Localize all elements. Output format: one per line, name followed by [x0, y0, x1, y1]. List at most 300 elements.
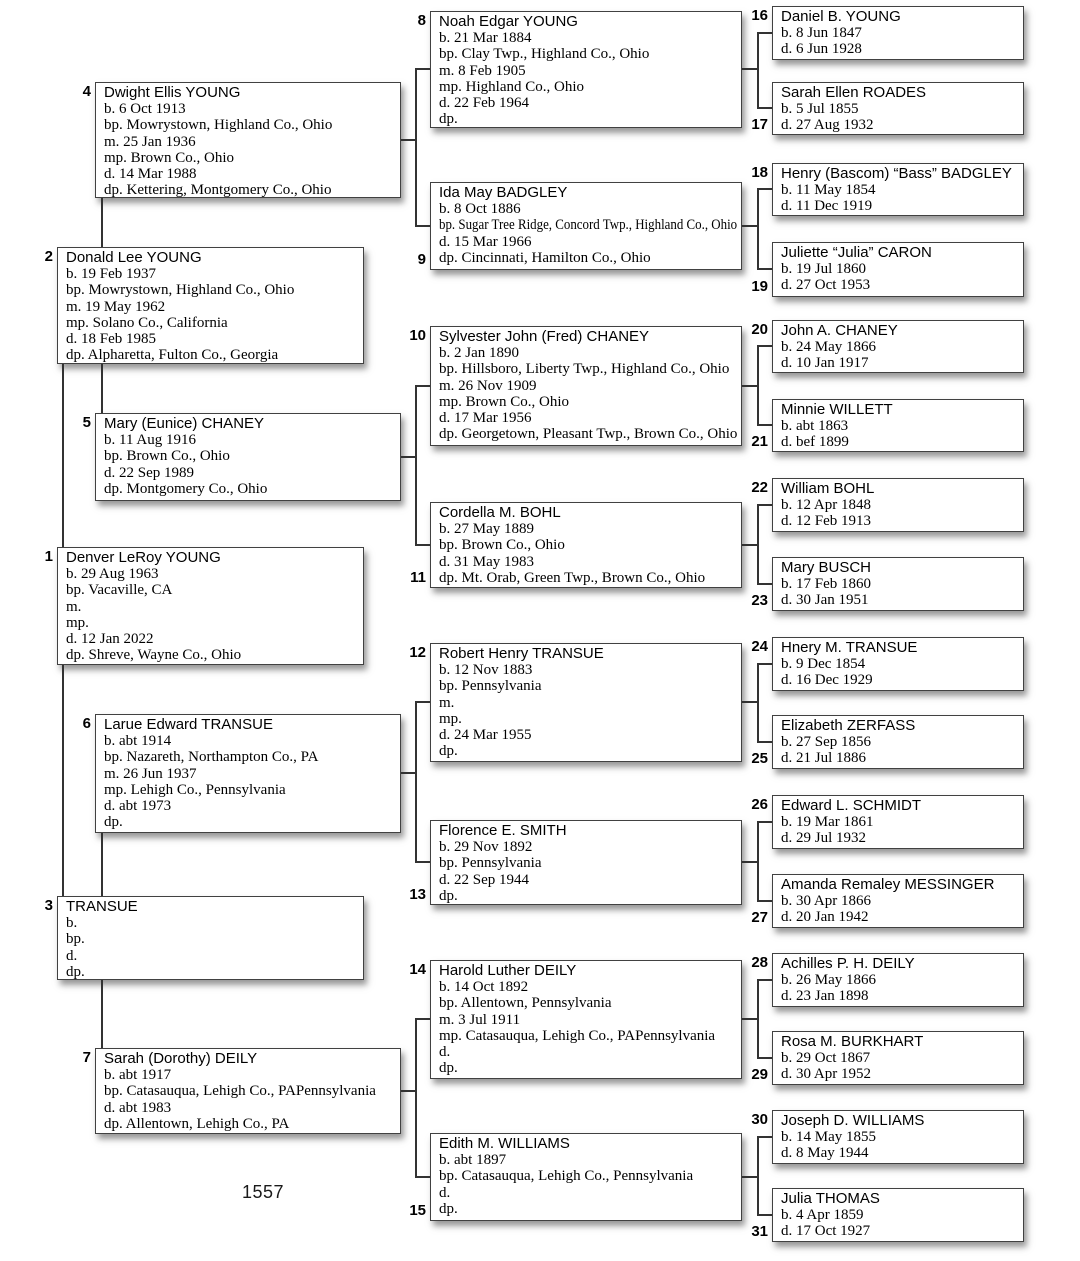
person-detail-text: d. 30 Jan 1951	[781, 592, 869, 609]
person-name	[781, 9, 1019, 25]
person-detail-text: d. 17 Oct 1927	[781, 1223, 871, 1240]
person-detail-line	[66, 331, 359, 347]
person-detail-line	[104, 766, 396, 782]
person-detail-text: d. 17 Mar 1956	[439, 410, 532, 427]
person-detail-text: dp.	[66, 963, 85, 980]
person-name-text: Donald Lee YOUNG	[66, 250, 202, 266]
person-detail-text: b.	[66, 915, 78, 932]
person-detail-text: b. 19 Mar 1861	[781, 814, 874, 831]
person-name	[66, 550, 359, 566]
person-name-text: Harold Luther DEILY	[439, 963, 577, 979]
person-detail-text: d.	[66, 947, 78, 964]
person-number: 6	[82, 715, 91, 732]
person-box[interactable]	[772, 478, 1024, 532]
person-name-text: Noah Edgar YOUNG	[439, 14, 578, 30]
person-name	[781, 323, 1019, 339]
person-box[interactable]	[772, 795, 1024, 849]
person-detail-text: b. 9 Dec 1854	[781, 656, 866, 673]
person-detail-text: dp. Montgomery Co., Ohio	[104, 480, 268, 497]
person-detail-line	[104, 448, 396, 464]
person-detail-text: d. 10 Jan 1917	[781, 355, 869, 372]
person-box[interactable]	[57, 247, 364, 364]
person-detail-line	[439, 872, 737, 888]
person-number: 9	[417, 251, 426, 268]
person-detail-line	[66, 315, 359, 331]
person-detail-line	[781, 277, 1019, 293]
person-name-text: Sylvester John (Fred) CHANEY	[439, 329, 650, 345]
person-name-text: Daniel B. YOUNG	[781, 9, 901, 25]
person-name	[781, 1034, 1019, 1050]
person-detail-line	[439, 63, 737, 79]
person-name-text: Robert Henry TRANSUE	[439, 646, 604, 662]
connector-line	[757, 1136, 759, 1216]
person-detail-line	[781, 339, 1019, 355]
person-detail-line	[439, 554, 737, 570]
person-detail-text: dp. Allentown, Lehigh Co., PA	[104, 1115, 290, 1132]
person-detail-line	[781, 656, 1019, 672]
connector-line	[757, 504, 759, 585]
person-detail-text: dp. Kettering, Montgomery Co., Ohio	[104, 182, 332, 199]
person-number: 16	[751, 7, 768, 24]
person-detail-line	[781, 182, 1019, 198]
person-box[interactable]	[57, 896, 364, 980]
person-number: 10	[409, 327, 426, 344]
person-detail-line	[781, 1050, 1019, 1066]
person-detail-text: bp. Pennsylvania	[439, 678, 542, 695]
person-detail-line	[781, 672, 1019, 688]
person-detail-text: dp. Georgetown, Pleasant Twp., Brown Co., Ohio	[439, 426, 737, 443]
person-detail-line	[104, 782, 396, 798]
person-detail-text: d. 8 May 1944	[781, 1145, 869, 1162]
person-box[interactable]	[772, 874, 1024, 928]
person-box[interactable]	[95, 413, 401, 501]
person-detail-line	[66, 931, 359, 947]
person-detail-line	[104, 134, 396, 150]
person-detail-line	[781, 1145, 1019, 1161]
person-detail-line	[66, 647, 359, 663]
person-box[interactable]	[772, 1188, 1024, 1242]
person-box[interactable]	[772, 637, 1024, 691]
person-detail-line	[439, 1012, 737, 1028]
person-name	[781, 402, 1019, 418]
person-detail-line	[781, 988, 1019, 1004]
connector-line	[757, 188, 772, 190]
person-name	[781, 560, 1019, 576]
person-detail-line	[781, 750, 1019, 766]
person-detail-line	[104, 150, 396, 166]
person-number: 27	[751, 909, 768, 926]
person-detail-text: b. 29 Nov 1892	[439, 839, 533, 856]
person-box[interactable]	[772, 399, 1024, 452]
person-detail-line	[104, 101, 396, 117]
connector-line	[415, 1176, 430, 1178]
connector-line	[757, 1214, 772, 1216]
person-detail-line	[104, 117, 396, 133]
person-number: 4	[82, 83, 91, 100]
person-name	[439, 185, 737, 201]
person-detail-line	[439, 361, 737, 377]
person-detail-text: bp. Catasauqua, Lehigh Co., PAPennsylvania	[104, 1083, 376, 1100]
person-detail-line	[781, 117, 1019, 133]
person-detail-line	[104, 432, 396, 448]
connector-line	[757, 821, 772, 823]
person-detail-text: d. 12 Jan 2022	[66, 631, 154, 648]
person-name	[66, 899, 359, 915]
person-detail-line	[439, 79, 737, 95]
person-detail-text: b. abt 1863	[781, 418, 849, 435]
person-detail-line	[439, 711, 737, 727]
person-detail-line	[439, 234, 737, 250]
person-detail-line	[439, 378, 737, 394]
person-name-text: Rosa M. BURKHART	[781, 1034, 924, 1050]
person-name-text: Ida May BADGLEY	[439, 185, 568, 201]
person-name-text: Hnery M. TRANSUE	[781, 640, 918, 656]
person-number: 17	[751, 116, 768, 133]
person-detail-line	[66, 347, 359, 363]
person-detail-line	[439, 426, 737, 442]
person-detail-text: d. 15 Mar 1966	[439, 233, 532, 250]
person-detail-line	[439, 695, 737, 711]
person-detail-line	[66, 282, 359, 298]
person-box[interactable]	[772, 82, 1024, 135]
person-detail-text: bp.	[66, 931, 85, 948]
person-detail-line	[66, 948, 359, 964]
person-box[interactable]	[430, 502, 742, 588]
person-name-text: William BOHL	[781, 481, 875, 497]
person-number: 21	[751, 433, 768, 450]
person-detail-text: b. 19 Jul 1860	[781, 261, 867, 278]
person-number: 11	[410, 569, 426, 586]
connector-line	[757, 32, 759, 109]
person-detail-text: b. 6 Oct 1913	[104, 101, 186, 118]
person-detail-line	[781, 101, 1019, 117]
person-detail-text: d. 22 Sep 1944	[439, 871, 529, 888]
person-detail-line	[439, 1060, 737, 1076]
person-detail-text: dp.	[439, 111, 458, 128]
person-box[interactable]	[430, 11, 742, 128]
person-detail-text: d. abt 1973	[104, 798, 172, 815]
person-name-text: Joseph D. WILLIAMS	[781, 1113, 925, 1129]
person-number: 23	[751, 592, 768, 609]
person-detail-line	[439, 1152, 737, 1168]
connector-line	[757, 979, 759, 1059]
person-detail-line	[439, 743, 737, 759]
person-detail-text: bp. Vacaville, CA	[66, 582, 173, 599]
person-number: 5	[82, 414, 91, 431]
person-detail-line	[439, 345, 737, 361]
person-number: 29	[751, 1066, 768, 1083]
person-detail-line	[439, 662, 737, 678]
person-detail-line	[439, 1201, 737, 1217]
person-name	[439, 14, 737, 30]
connector-line	[415, 1018, 430, 1020]
person-detail-text: dp.	[104, 814, 123, 831]
person-box[interactable]	[430, 960, 742, 1079]
person-name-text: Mary (Eunice) CHANEY	[104, 416, 265, 432]
person-detail-line	[439, 394, 737, 410]
person-name-text: Achilles P. H. DEILY	[781, 956, 915, 972]
person-detail-text: d. 22 Sep 1989	[104, 464, 194, 481]
person-detail-line	[66, 266, 359, 282]
person-box[interactable]	[430, 326, 742, 446]
person-detail-text: b. abt 1914	[104, 733, 172, 750]
person-detail-line	[439, 1028, 737, 1044]
person-number: 22	[751, 479, 768, 496]
person-detail-text: mp.	[439, 710, 462, 727]
person-detail-text: bp. Sugar Tree Ridge, Concord Twp., Highland Co., Ohio	[439, 217, 737, 234]
person-box[interactable]	[95, 1048, 401, 1134]
person-name-text: Larue Edward TRANSUE	[104, 717, 273, 733]
person-box[interactable]	[772, 557, 1024, 611]
person-detail-text: b. 12 Nov 1883	[439, 662, 533, 679]
connector-line	[415, 544, 430, 546]
person-detail-line	[104, 814, 396, 830]
person-number: 1	[44, 548, 53, 565]
person-detail-line	[781, 893, 1019, 909]
person-name-text: Minnie WILLETT	[781, 402, 893, 418]
person-name	[781, 245, 1019, 261]
person-detail-text: d. 27 Oct 1953	[781, 277, 871, 294]
person-name	[104, 717, 396, 733]
person-detail-text: d. 12 Feb 1913	[781, 513, 871, 530]
person-name-text: TRANSUE	[66, 899, 138, 915]
person-box[interactable]	[772, 953, 1024, 1007]
connector-line	[757, 821, 759, 902]
connector-line	[757, 900, 772, 902]
person-box[interactable]	[772, 163, 1024, 216]
person-detail-text: d.	[439, 1184, 451, 1201]
person-detail-line	[66, 566, 359, 582]
person-detail-text: bp. Hillsboro, Liberty Twp., Highland Co., Ohio	[439, 361, 730, 378]
connector-line	[415, 701, 430, 703]
person-number: 26	[751, 796, 768, 813]
person-name-text: Edith M. WILLIAMS	[439, 1136, 570, 1152]
person-detail-text: b. 12 Apr 1848	[781, 497, 871, 514]
person-detail-text: b. 4 Apr 1859	[781, 1207, 864, 1224]
person-number: 15	[409, 1202, 426, 1219]
person-box[interactable]	[430, 643, 742, 762]
person-detail-text: b. 14 Oct 1892	[439, 979, 529, 996]
person-number: 18	[751, 164, 768, 181]
person-detail-line	[104, 481, 396, 497]
connector-line	[757, 663, 759, 743]
person-name-text: Henry (Bascom) “Bass” BADGLEY	[781, 166, 1012, 182]
person-detail-text: b. 29 Aug 1963	[66, 566, 159, 583]
person-number: 8	[417, 12, 426, 29]
person-detail-line	[439, 855, 737, 871]
person-detail-line	[439, 839, 737, 855]
person-name-text: Cordella M. BOHL	[439, 505, 561, 521]
person-detail-line	[439, 410, 737, 426]
person-detail-line	[104, 733, 396, 749]
person-detail-text: mp. Brown Co., Ohio	[439, 393, 570, 410]
person-detail-line	[104, 798, 396, 814]
person-detail-text: d. 6 Jun 1928	[781, 41, 862, 58]
person-detail-line	[781, 434, 1019, 450]
connector-line	[415, 861, 430, 863]
person-name	[439, 823, 737, 839]
person-box[interactable]	[772, 242, 1024, 297]
person-box[interactable]	[430, 182, 742, 270]
person-name	[781, 1191, 1019, 1207]
person-box[interactable]	[95, 714, 401, 833]
person-detail-text: mp. Highland Co., Ohio	[439, 78, 584, 95]
person-name	[781, 166, 1019, 182]
person-box[interactable]	[772, 1031, 1024, 1085]
person-detail-line	[439, 570, 737, 586]
person-name-text: John A. CHANEY	[781, 323, 898, 339]
person-detail-line	[781, 418, 1019, 434]
person-box[interactable]	[95, 82, 401, 198]
connector-line	[757, 583, 772, 585]
person-detail-line	[781, 513, 1019, 529]
person-detail-line	[439, 1044, 737, 1060]
person-detail-text: m.	[439, 694, 455, 711]
person-name	[781, 1113, 1019, 1129]
person-detail-text: d. abt 1983	[104, 1099, 172, 1116]
person-detail-text: dp. Shreve, Wayne Co., Ohio	[66, 647, 242, 664]
person-name-text: Mary BUSCH	[781, 560, 872, 576]
person-name	[104, 416, 396, 432]
connector-line	[757, 345, 772, 347]
person-name-text: Edward L. SCHMIDT	[781, 798, 922, 814]
person-detail-text: b. 19 Feb 1937	[66, 266, 156, 283]
connector-line	[757, 107, 772, 109]
person-detail-line	[104, 182, 396, 198]
person-detail-line	[439, 537, 737, 553]
person-name-text: Sarah Ellen ROADES	[781, 85, 927, 101]
person-detail-line	[781, 1129, 1019, 1145]
person-name	[439, 963, 737, 979]
person-detail-text: b. abt 1917	[104, 1067, 172, 1084]
person-box[interactable]	[772, 320, 1024, 373]
person-box[interactable]	[772, 6, 1024, 60]
person-detail-text: d. 27 Aug 1932	[781, 117, 874, 134]
connector-line	[757, 663, 772, 665]
person-detail-text: b. 24 May 1866	[781, 339, 876, 356]
person-number: 28	[751, 954, 768, 971]
person-detail-line	[104, 1083, 396, 1099]
person-detail-line	[781, 1207, 1019, 1223]
person-box[interactable]	[772, 715, 1024, 769]
person-detail-line	[439, 217, 737, 233]
person-box[interactable]	[57, 547, 364, 665]
person-number: 19	[751, 278, 768, 295]
connector-line	[415, 701, 417, 863]
person-name-text: Elizabeth ZERFASS	[781, 718, 916, 734]
connector-line	[757, 345, 759, 426]
connector-line	[415, 385, 430, 387]
person-detail-text: bp. Mowrystown, Highland Co., Ohio	[66, 282, 295, 299]
person-name	[781, 85, 1019, 101]
person-number: 20	[751, 321, 768, 338]
person-detail-text: d.	[439, 1044, 451, 1061]
person-detail-text: d. 14 Mar 1988	[104, 166, 197, 183]
connector-line	[757, 1057, 772, 1059]
connector-line	[415, 385, 417, 546]
connector-line	[757, 504, 772, 506]
person-detail-text: mp. Solano Co., California	[66, 314, 228, 331]
person-detail-line	[439, 111, 737, 127]
connector-line	[757, 979, 772, 981]
person-detail-text: mp.	[66, 614, 89, 631]
person-detail-line	[439, 888, 737, 904]
person-detail-text: bp. Catasauqua, Lehigh Co., Pennsylvania	[439, 1168, 694, 1185]
person-name-text: Juliette “Julia” CARON	[781, 245, 932, 261]
person-detail-text: d. 16 Dec 1929	[781, 672, 873, 689]
person-detail-text: b. 5 Jul 1855	[781, 101, 859, 118]
person-name-text: Amanda Remaley MESSINGER	[781, 877, 995, 893]
person-detail-text: d. 31 May 1983	[439, 553, 534, 570]
person-box[interactable]	[430, 1133, 742, 1221]
person-box[interactable]	[772, 1110, 1024, 1164]
person-detail-line	[439, 1185, 737, 1201]
person-number: 24	[751, 638, 768, 655]
person-detail-text: dp. Mt. Orab, Green Twp., Brown Co., Ohio	[439, 569, 706, 586]
person-detail-text: mp. Catasauqua, Lehigh Co., PAPennsylvania	[439, 1027, 716, 1044]
person-name	[439, 1136, 737, 1152]
person-detail-line	[439, 95, 737, 111]
person-detail-text: dp. Cincinnati, Hamilton Co., Ohio	[439, 249, 651, 266]
person-detail-text: bp. Nazareth, Northampton Co., PA	[104, 749, 319, 766]
person-detail-text: m. 26 Nov 1909	[439, 377, 537, 394]
person-detail-text: mp. Brown Co., Ohio	[104, 149, 235, 166]
person-box[interactable]	[430, 820, 742, 905]
person-detail-line	[781, 261, 1019, 277]
person-detail-line	[781, 25, 1019, 41]
person-detail-text: b. 30 Apr 1866	[781, 893, 871, 910]
person-detail-line	[439, 521, 737, 537]
person-detail-line	[439, 979, 737, 995]
person-detail-text: bp. Brown Co., Ohio	[104, 448, 230, 465]
person-detail-text: dp.	[439, 743, 458, 760]
person-detail-text: d. 23 Jan 1898	[781, 988, 869, 1005]
person-detail-text: dp.	[439, 1060, 458, 1077]
person-detail-line	[781, 972, 1019, 988]
person-detail-text: b. 8 Oct 1886	[439, 201, 521, 218]
person-name	[439, 646, 737, 662]
person-detail-line	[66, 915, 359, 931]
person-detail-line	[104, 465, 396, 481]
person-detail-line	[439, 995, 737, 1011]
person-detail-line	[781, 497, 1019, 513]
person-name	[439, 505, 737, 521]
person-detail-text: b. 27 May 1889	[439, 521, 534, 538]
person-number: 12	[409, 644, 426, 661]
person-detail-text: b. 2 Jan 1890	[439, 345, 519, 362]
person-detail-line	[439, 1168, 737, 1184]
person-detail-line	[439, 201, 737, 217]
connector-line	[415, 68, 430, 70]
person-detail-text: b. 29 Oct 1867	[781, 1050, 871, 1067]
person-detail-line	[104, 1100, 396, 1116]
person-detail-text: d. 24 Mar 1955	[439, 727, 532, 744]
person-number: 7	[82, 1049, 91, 1066]
person-detail-text: d. 30 Apr 1952	[781, 1066, 871, 1083]
person-detail-text: b. 11 Aug 1916	[104, 432, 196, 449]
person-detail-text: dp.	[439, 1200, 458, 1217]
person-detail-text: b. 11 May 1854	[781, 182, 876, 199]
person-name	[781, 956, 1019, 972]
person-detail-text: b. 17 Feb 1860	[781, 576, 871, 593]
person-detail-line	[781, 1223, 1019, 1239]
person-detail-line	[781, 592, 1019, 608]
person-detail-text: dp.	[439, 887, 458, 904]
person-name-text: Florence E. SMITH	[439, 823, 567, 839]
person-detail-text: bp. Pennsylvania	[439, 855, 542, 872]
connector-line	[415, 1018, 417, 1178]
person-detail-text: m. 8 Feb 1905	[439, 62, 526, 79]
